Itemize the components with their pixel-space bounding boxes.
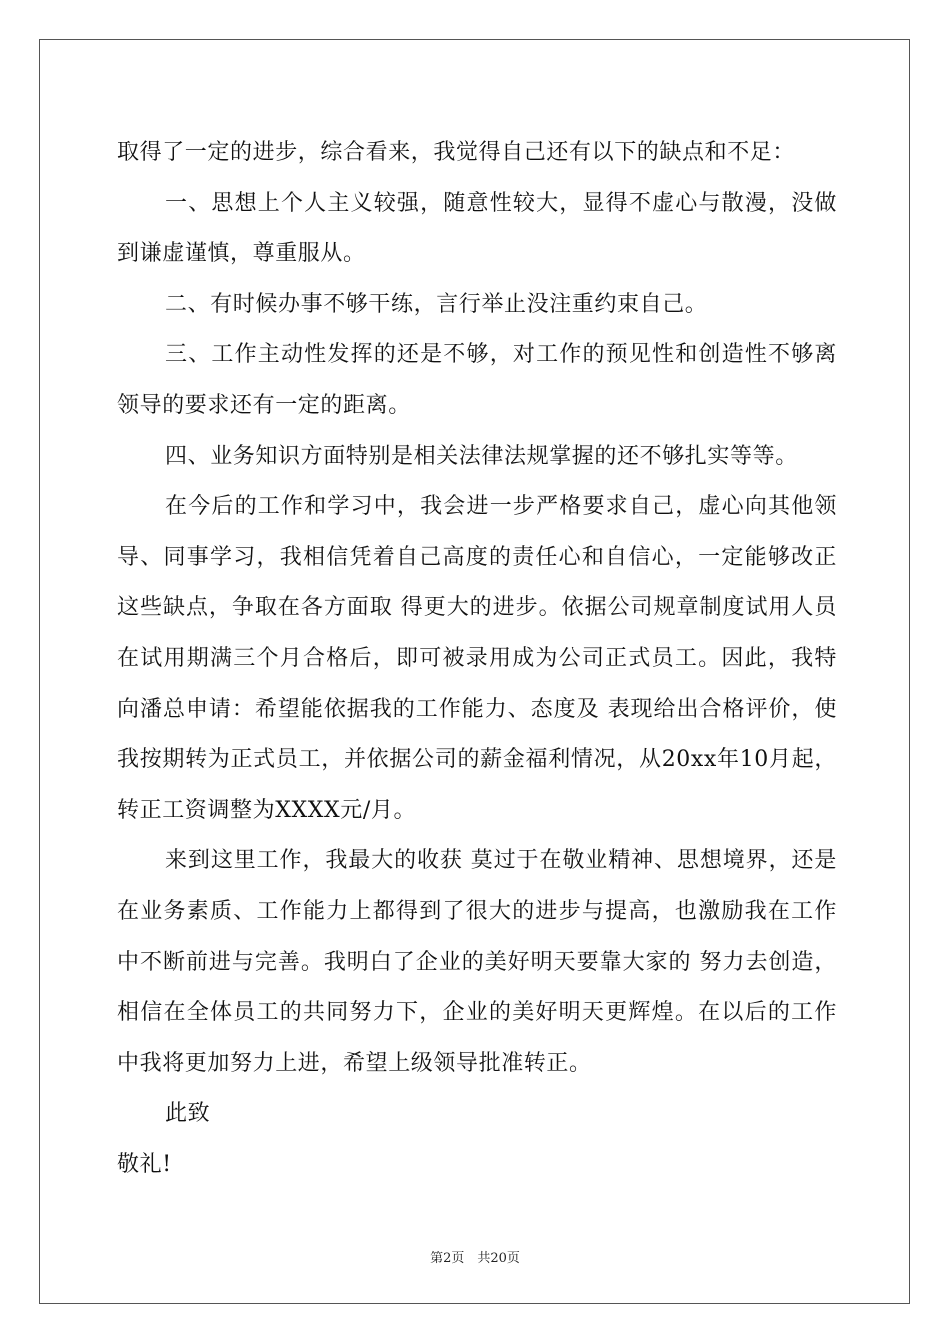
paragraph-improvement: 在今后的工作和学习中，我会进一步严格要求自己，虚心向其他领导、同事学习，我相信凭着自己高度的责任心和自信心，一定能够改正这些缺点，争取在各方面取 得更大的进步。依据公司规章制度试用人员在试用期满三个月合格后，即可被录用成为公司正式员工。因此，我特向潘总申请：希望能依据我的工作能力、态度及 表现给出合格评价，使我按期转为正式员工，并依据公司的薪金福利情况，从20xx年10月起，转正工资调整为XXXX元/月。 (117, 494, 837, 823)
paragraph-point-4: 四、业务知识方面特别是相关法律法规掌握的还不够扎实等等。 (165, 443, 798, 469)
document-body (117, 128, 837, 1190)
paragraph-continuation: 取得了一定的进步，综合看来，我觉得自己还有以下的缺点和不足： (117, 140, 796, 165)
page-number-footer: 第2页 共20页 (430, 1251, 520, 1266)
closing-regards: 敬礼! (117, 1151, 172, 1177)
paragraph-point-3: 三、工作主动性发挥的还是不够，对工作的预见性和创造性不够离领导的要求还有一定的距离。 (117, 342, 837, 418)
paragraph-gains: 来到这里工作，我最大的收获 莫过于在敬业精神、思想境界，还是在业务素质、工作能力上都得到了很大的进步与提高，也激励我在工作中不断前进与完善。我明白了企业的美好明天要靠大家的 努力去创造，相信在全体员工的共同努力下，企业的美好明天更辉煌。在以后的工作中我将更加努力上进，希望上级领导批准转正。 (117, 848, 837, 1076)
closing-salutation: 此致 (165, 1101, 211, 1127)
paragraph-point-1: 一、思想上个人主义较强，随意性较大，显得不虚心与散漫，没做到谦虚谨慎，尊重服从。 (117, 190, 837, 267)
paragraph-point-2: 二、有时候办事不够干练，言行举止没注重约束自己。 (165, 291, 708, 317)
